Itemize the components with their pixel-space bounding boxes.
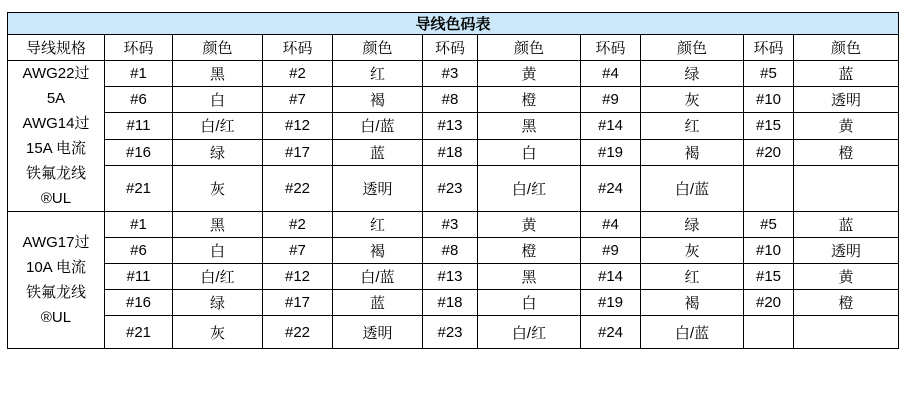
table-row [8,212,899,238]
ring-code-cell: #1 [105,212,173,238]
ring-code-cell: #12 [263,113,333,139]
ring-code-cell: #16 [105,290,173,316]
ring-code-cell: #23 [423,316,478,349]
color-cell: 白/红 [478,316,581,349]
color-cell: 白/蓝 [333,113,423,139]
ring-code-cell: #1 [105,61,173,87]
wire-spec-line: AWG22过 [22,65,90,82]
ring-code-column-header: 环码 [263,35,333,61]
wire-spec-line: AWG14过 [22,115,90,132]
color-cell [794,165,899,211]
color-cell: 白 [173,87,263,113]
ring-code-cell: #4 [581,61,641,87]
ring-code-cell: #19 [581,290,641,316]
ring-code-cell: #24 [581,316,641,349]
color-cell: 橙 [794,139,899,165]
color-cell: 白/红 [173,264,263,290]
ring-code-column-header: 环码 [581,35,641,61]
ring-code-cell: #13 [423,113,478,139]
ring-code-column-header: 环码 [744,35,794,61]
color-cell: 蓝 [794,212,899,238]
table-row [8,264,899,290]
table-row [8,87,899,113]
ring-code-cell: #22 [263,316,333,349]
wire-spec-line: 5A [46,90,66,107]
color-cell: 黑 [478,264,581,290]
ring-code-cell: #22 [263,165,333,211]
color-cell: 橙 [478,238,581,264]
color-cell: 白 [173,238,263,264]
wire-spec-line: ®UL [40,309,72,326]
color-cell [794,316,899,349]
color-column-header: 颜色 [794,35,899,61]
color-cell: 白/红 [173,113,263,139]
table-row [8,113,899,139]
color-cell: 橙 [794,290,899,316]
color-cell: 透明 [794,238,899,264]
ring-code-cell: #9 [581,238,641,264]
ring-code-cell: #6 [105,238,173,264]
color-cell: 褐 [333,87,423,113]
ring-code-cell: #5 [744,212,794,238]
color-cell: 黄 [794,264,899,290]
ring-code-cell: #18 [423,290,478,316]
ring-code-cell: #17 [263,290,333,316]
ring-code-column-header: 环码 [105,35,173,61]
color-cell: 红 [333,61,423,87]
wire-spec-line: ®UL [40,190,72,207]
ring-code-cell: #16 [105,139,173,165]
ring-code-cell: #14 [581,264,641,290]
wire-spec-cell [8,61,105,212]
ring-code-cell: #11 [105,113,173,139]
color-cell: 白/蓝 [641,165,744,211]
color-cell: 绿 [173,139,263,165]
color-cell: 透明 [333,316,423,349]
ring-code-cell: #7 [263,87,333,113]
table-row [8,61,899,87]
color-cell: 透明 [333,165,423,211]
color-cell: 白 [478,139,581,165]
ring-code-cell: #23 [423,165,478,211]
color-cell: 白/蓝 [641,316,744,349]
ring-code-column-header: 环码 [423,35,478,61]
wire-color-code-table [7,12,899,349]
color-cell: 红 [641,113,744,139]
ring-code-cell: #10 [744,238,794,264]
ring-code-cell: #8 [423,87,478,113]
color-cell: 蓝 [333,290,423,316]
color-cell: 红 [641,264,744,290]
color-cell: 绿 [641,61,744,87]
ring-code-cell: #20 [744,290,794,316]
title-row [8,13,899,35]
table-row [8,238,899,264]
color-cell: 灰 [173,316,263,349]
ring-code-cell: #12 [263,264,333,290]
ring-code-cell: #2 [263,61,333,87]
color-cell: 蓝 [333,139,423,165]
color-cell: 黄 [478,61,581,87]
ring-code-cell: #13 [423,264,478,290]
ring-code-cell: #5 [744,61,794,87]
color-cell: 灰 [641,87,744,113]
ring-code-cell: #6 [105,87,173,113]
color-cell: 褐 [333,238,423,264]
ring-code-cell: #2 [263,212,333,238]
color-cell: 灰 [173,165,263,211]
color-column-header: 颜色 [641,35,744,61]
table-row [8,290,899,316]
color-cell: 绿 [173,290,263,316]
ring-code-cell: #3 [423,61,478,87]
ring-code-cell: #14 [581,113,641,139]
ring-code-cell [744,165,794,211]
color-column-header: 颜色 [173,35,263,61]
color-cell: 红 [333,212,423,238]
ring-code-cell: #11 [105,264,173,290]
table-row [8,139,899,165]
color-cell: 褐 [641,290,744,316]
ring-code-cell: #10 [744,87,794,113]
ring-code-cell: #20 [744,139,794,165]
ring-code-cell: #24 [581,165,641,211]
color-cell: 白/蓝 [333,264,423,290]
wire-spec-line: AWG17过 [22,234,90,251]
color-cell: 灰 [641,238,744,264]
ring-code-cell: #18 [423,139,478,165]
table-title: 导线色码表 [8,13,899,35]
table-row [8,165,899,211]
ring-code-cell: #21 [105,316,173,349]
ring-code-cell: #4 [581,212,641,238]
spec-column-header: 导线规格 [8,35,105,61]
color-column-header: 颜色 [333,35,423,61]
ring-code-cell: #19 [581,139,641,165]
wire-spec-cell [8,212,105,349]
ring-code-cell: #17 [263,139,333,165]
wire-spec-line: 15A 电流 [25,140,87,157]
color-cell: 白/红 [478,165,581,211]
ring-code-cell: #7 [263,238,333,264]
color-cell: 褐 [641,139,744,165]
color-cell: 白 [478,290,581,316]
wire-spec-line: 铁氟龙线 [25,165,86,182]
color-cell: 蓝 [794,61,899,87]
color-cell: 黑 [173,61,263,87]
ring-code-cell [744,316,794,349]
ring-code-cell: #9 [581,87,641,113]
ring-code-cell: #21 [105,165,173,211]
color-cell: 透明 [794,87,899,113]
color-cell: 黑 [173,212,263,238]
wire-spec-line: 铁氟龙线 [25,284,86,301]
color-cell: 橙 [478,87,581,113]
ring-code-cell: #8 [423,238,478,264]
color-column-header: 颜色 [478,35,581,61]
color-cell: 黄 [478,212,581,238]
ring-code-cell: #3 [423,212,478,238]
wire-spec-line: 10A 电流 [25,259,87,276]
ring-code-cell: #15 [744,264,794,290]
table-row [8,316,899,349]
color-cell: 黑 [478,113,581,139]
color-cell: 黄 [794,113,899,139]
color-cell: 绿 [641,212,744,238]
header-row [8,35,899,61]
ring-code-cell: #15 [744,113,794,139]
